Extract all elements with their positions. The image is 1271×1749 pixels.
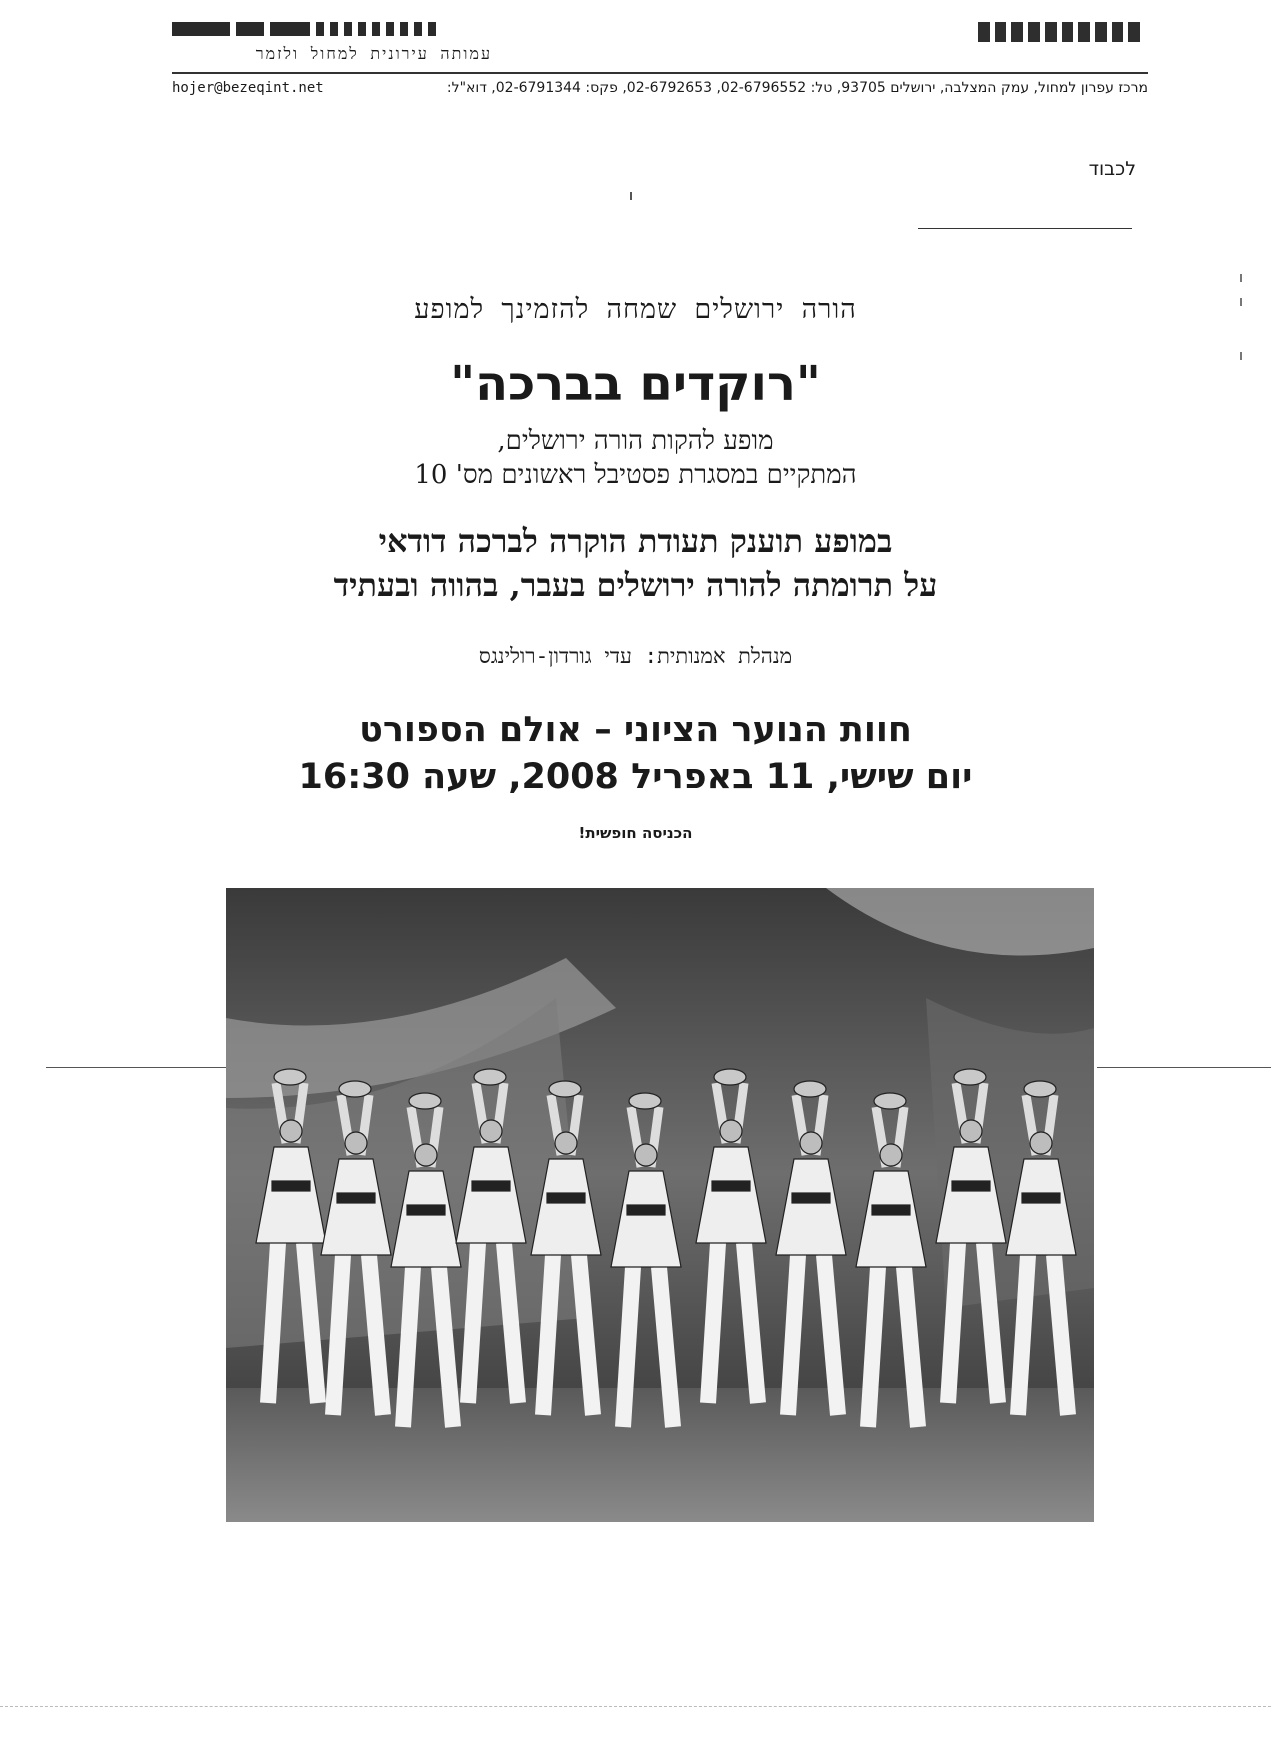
honor-announcement: על תרומתה להורה ירושלים בעבר, בהווה ובעתיד — [333, 566, 938, 604]
fold-line — [1097, 1067, 1271, 1068]
salutation: לכבוד — [1088, 158, 1136, 180]
event-date-time: יום שישי, 11 באפריל 2008, שעה 16:30 — [298, 757, 973, 797]
fold-line — [46, 1067, 228, 1068]
honor-announcement: במופע תוענק תעודת הוקרה לברכה דודאי — [378, 522, 893, 560]
organization-name: עמותה עירונית למחול ולזמר — [255, 44, 492, 63]
contact-line — [172, 80, 1148, 96]
organization-logo — [172, 18, 487, 40]
contact-email: hojer@bezeqint.net — [172, 80, 324, 96]
hora-jerusalem-logo — [978, 22, 1140, 44]
addressee-blank-line — [918, 228, 1132, 229]
scan-mark — [630, 192, 632, 200]
invitation-intro: הורה ירושלים שמחה להזמינך למופע — [414, 294, 857, 325]
entry-note: הכניסה חופשית! — [578, 824, 693, 842]
page-edge-line — [0, 1706, 1271, 1708]
contact-details: מרכז עפרון למחול, עמק המצלבה, ירושלים 93705, טל: 02-6796552, 02-6792653, פקס: 02-6791344, דוא"ל: — [446, 80, 1148, 96]
event-venue: חוות הנוער הציוני – אולם הספורט — [359, 710, 912, 750]
letterhead-rule — [172, 72, 1148, 74]
event-title: "רוקדים בברכה" — [450, 356, 821, 412]
scan-mark — [1240, 274, 1242, 282]
event-subtitle: מופע להקות הורה ירושלים, — [497, 426, 774, 456]
dance-troupe-on-stage-photo — [226, 888, 1094, 1522]
event-subtitle: המתקיים במסגרת פסטיבל ראשונים מס' 10 — [414, 460, 857, 490]
artistic-director: מנהלת אמנותית: עדי גורדון-רולינגס — [478, 644, 793, 668]
